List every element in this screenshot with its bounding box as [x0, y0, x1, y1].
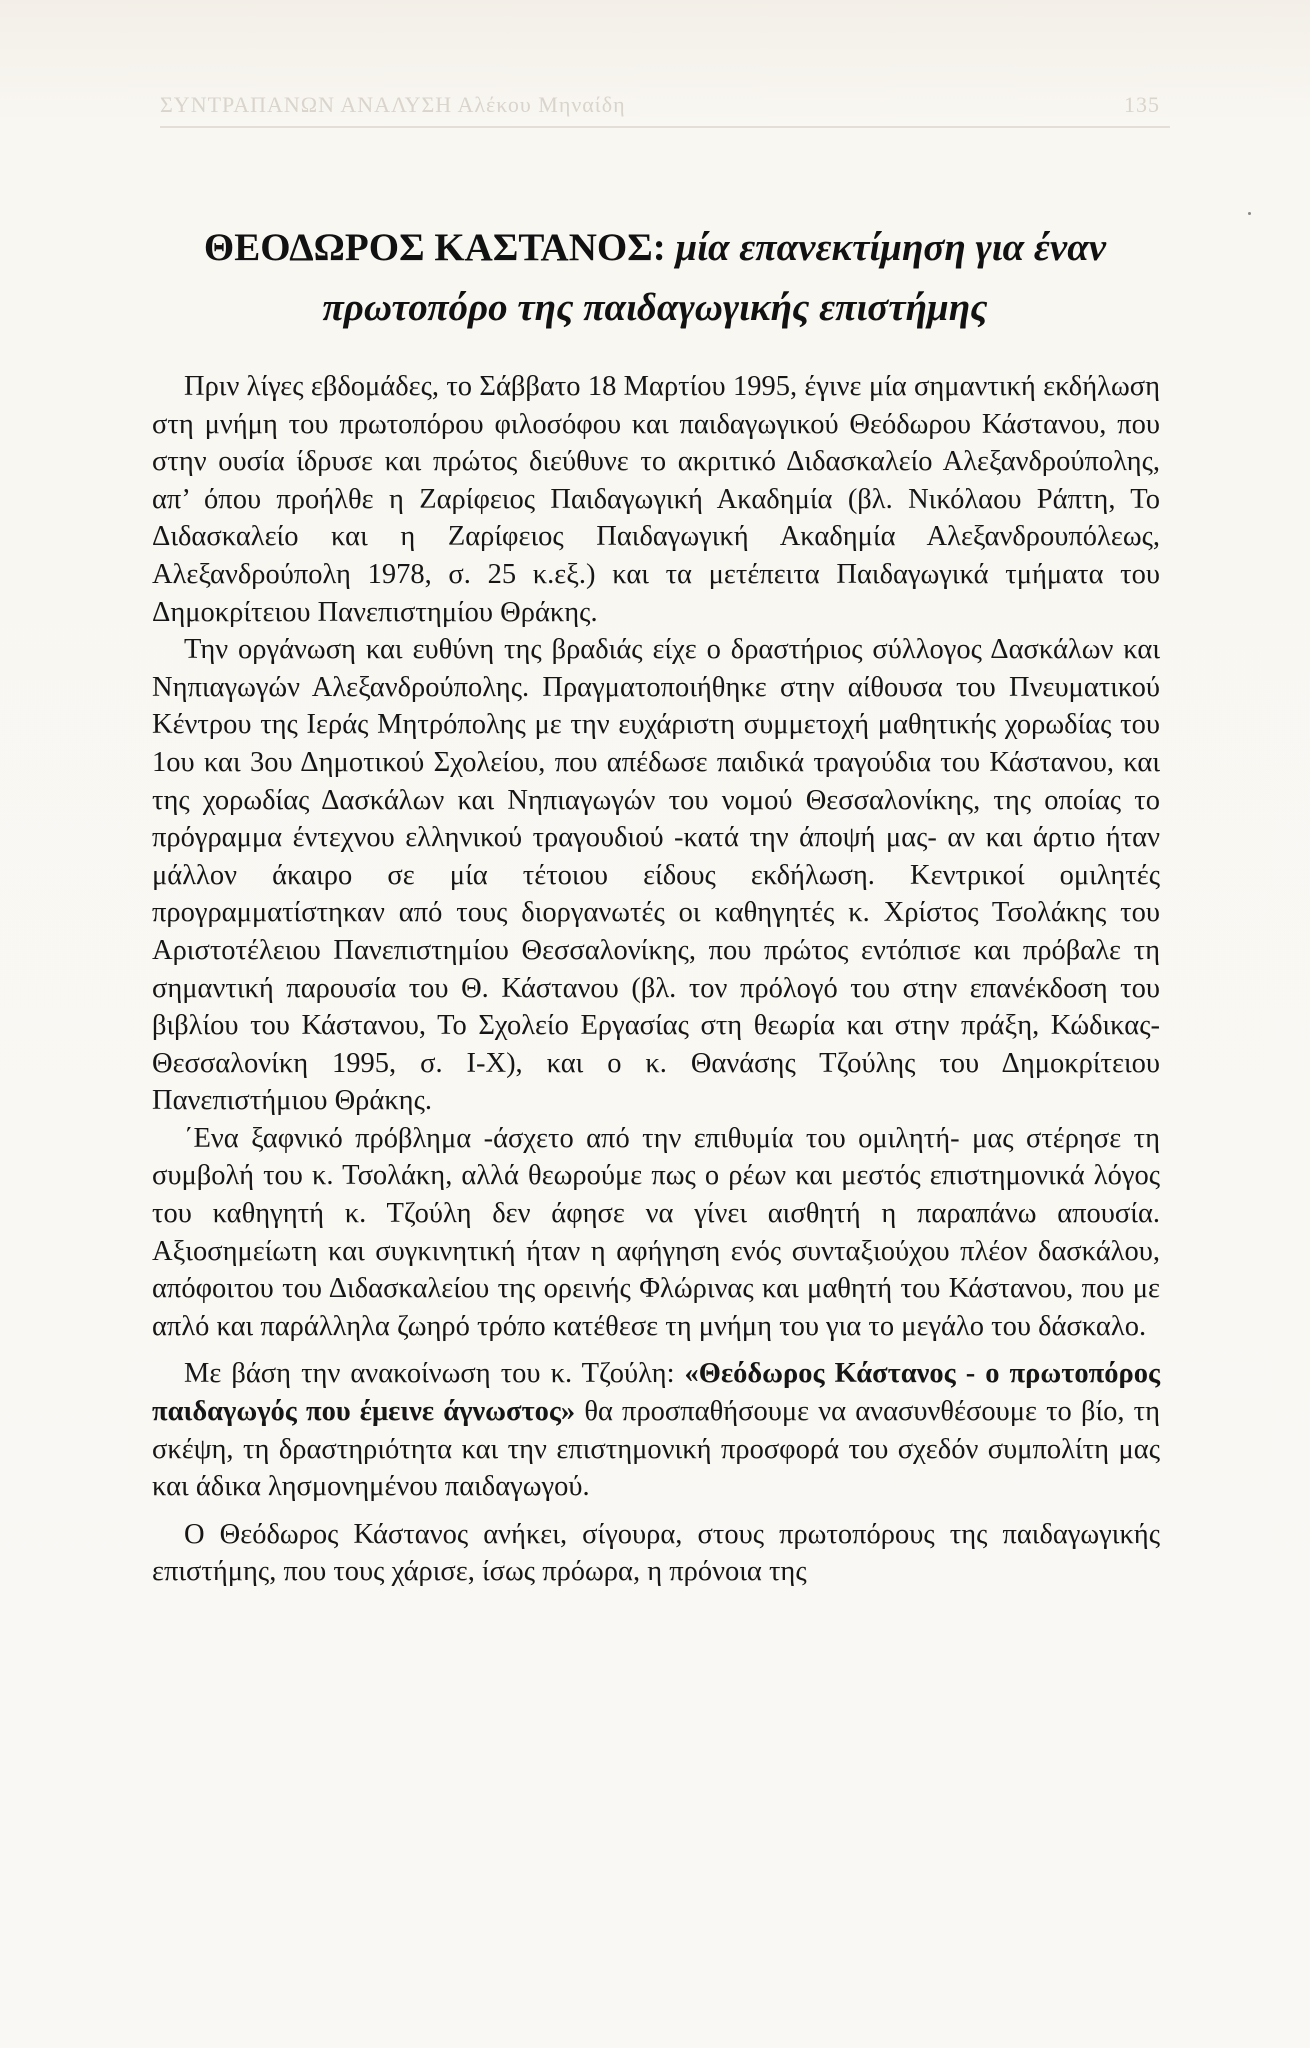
- running-head-left: ΣΥΝΤΡΑΠΑΝΩΝ ΑΝΑΛΥΣΗ Αλέκου Μηναίδη: [160, 92, 626, 117]
- article-title: [150, 218, 1160, 338]
- paragraph-4-rest: θα προσπαθήσουμε να ανασυνθέσουμε το βίο, τη σκέψη, τη δραστηριότητα και την επιστημονική προσφορά του σχεδόν συμπολίτη μας και άδικα λησμονημένου παιδαγωγού.: [152, 1396, 1161, 1503]
- paragraph-5: Ο Θεόδωρος Κάστανος ανήκει, σίγουρα, στους πρωτοπόρους της παιδαγωγικής επιστήμης, που τους χάρισε, ίσως πρόωρα, η πρόνοια της: [152, 1518, 1160, 1588]
- page-number: 135: [1124, 92, 1160, 117]
- article-title-subtitle: μία επανεκτίμηση για έναν πρωτοπόρο της παιδαγωγικής επιστήμης: [322, 226, 1107, 329]
- running-head: [160, 92, 1170, 128]
- paragraph-4-lead: Με βάση την ανακοίνωση του κ. Τζούλη:: [184, 1358, 685, 1390]
- paragraph-2: Την οργάνωση και ευθύνη της βραδιάς είχε ο δραστήριος σύλλογος Δασκάλων και Νηπιαγωγών Αλεξανδρούπολης. Πραγματοποιήθηκε στην αίθουσα του Πνευματικού Κέντρου της Ιεράς Μητρόπολης με την ευχάριστη συμμετοχή μαθητικής χορωδίας του 1ου και 3ου Δημοτικού Σχολείου, που απέδωσε παιδικά τραγούδια του Κάστανου, και της χορωδίας Δασκάλων και Νηπιαγωγών του νομού Θεσσαλονίκης, της οποίας το πρόγραμμα έντεχνου ελληνικού τραγουδιού -κατά την άποψή μας- αν και άρτιο ήταν μάλλον άκαιρο σε μία τέτοιου είδους εκδήλωση. Κεντρικοί ομιλητές προγραμματίστηκαν από τους διοργανωτές οι καθηγητές κ. Χρίστος Τσολάκης του Αριστοτέλειου Πανεπιστημίου Θεσσαλονίκης, που πρώτος εντόπισε και πρόβαλε τη σημαντική παρουσία του Θ. Κάστανου (βλ. τον πρόλογό του στην επανέκδοση του βιβλίου του Κάστανου, Το Σχολείο Εργασίας στη θεωρία και στην πράξη, Κώδικας-Θεσσαλονίκη 1995, σ. Ι-Χ), και ο κ. Θανάσης Τζούλης του Δημοκρίτειου Πανεπιστήμιου Θράκης.: [152, 634, 1160, 1117]
- scan-speck: [1248, 212, 1251, 215]
- article-title-name: ΘΕΟΔΩΡΟΣ ΚΑΣΤΑΝΟΣ:: [203, 226, 676, 269]
- lecture-title: «Θεόδωρος Κάστανος - ο πρωτοπόρος παιδαγωγός που έμεινε άγνωστος»: [152, 1358, 1160, 1428]
- paragraph-1: Πριν λίγες εβδομάδες, το Σάββατο 18 Μαρτίου 1995, έγινε μία σημαντική εκδήλωση στη μνήμη του πρωτοπόρου φιλοσόφου και παιδαγωγικού Θεόδωρου Κάστανου, που στην ουσία ίδρυσε και πρώτος διεύθυνε το ακριτικό Διδασκαλείο Αλεξανδρούπολης, απ’ όπου προήλθε η Ζαρίφειος Παιδαγωγική Ακαδημία (βλ. Νικόλαου Ράπτη, Το Διδασκαλείο και η Ζαρίφειος Παιδαγωγική Ακαδημία Αλεξανδρουπόλεως, Αλεξανδρούπολη 1978, σ. 25 κ.εξ.) και τα μετέπειτα Παιδαγωγικά τμήματα του Δημοκρίτειου Πανεπιστημίου Θράκης.: [152, 371, 1160, 628]
- paragraph-4: [152, 1355, 1160, 1505]
- article-body: [152, 368, 1160, 1591]
- paragraph-3: ΄Ενα ξαφνικό πρόβλημα -άσχετο από την επιθυμία του ομιλητή- μας στέρησε τη συμβολή του κ. Τσολάκη, αλλά θεωρούμε πως ο ρέων και μεστός επιστημονικά λόγος του καθηγητή κ. Τζούλη δεν άφησε να γίνει αισθητή η παραπάνω απουσία. Αξιοσημείωτη και συγκινητική ήταν η αφήγηση ενός συνταξιούχου πλέον δασκάλου, απόφοιτου του Διδασκαλείου της ορεινής Φλώρινας και μαθητή του Κάστανου, που με απλό και παράλληλα ζωηρό τρόπο κατέθεσε τη μνήμη του για το μεγάλο του δάσκαλο.: [152, 1122, 1160, 1342]
